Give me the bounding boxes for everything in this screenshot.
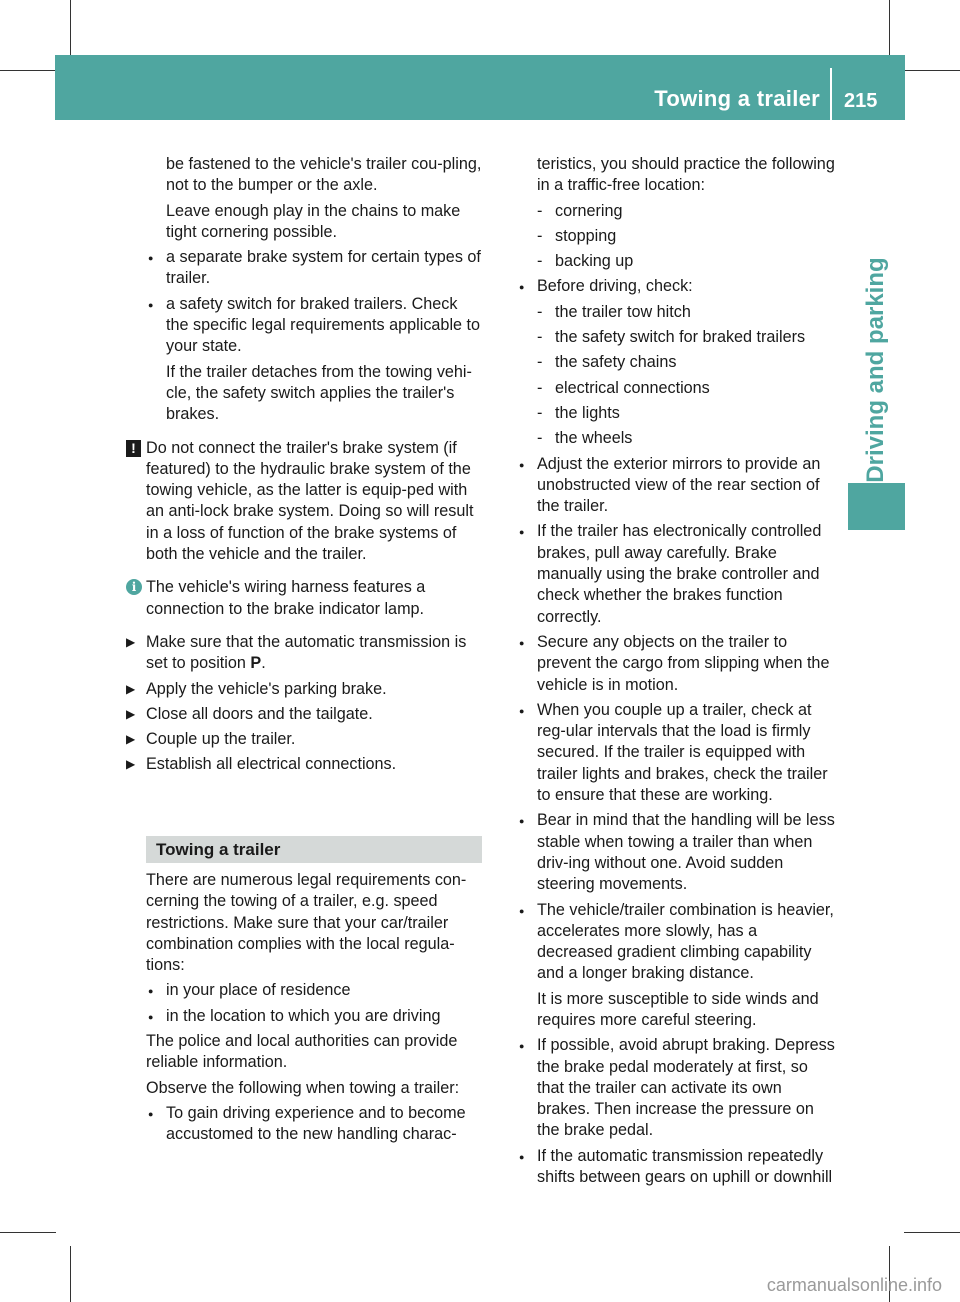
page-number: 215 [844, 90, 878, 112]
arrow-icon: ▶ [126, 634, 136, 649]
sub-list-text: the lights [555, 403, 620, 422]
arrow-icon: ▶ [126, 681, 136, 696]
crop-mark [904, 70, 960, 71]
list-item-note: If the trailer detaches from the towing vehi-cle, the safety switch applies the trailer's brakes. [166, 362, 472, 424]
dash-marker: - [537, 252, 543, 271]
crop-mark [0, 1232, 56, 1233]
info-note [126, 577, 482, 620]
instruction-step [126, 632, 482, 675]
list-item: ● Bear in mind that the handling will be less stable when towing a trailer than when driv-ing without one. Avoid sudden steering movements. [517, 810, 835, 895]
sub-list-item [537, 352, 835, 373]
list-item: ● To gain driving experience and to become accustomed to the new handling charac- [146, 1103, 482, 1146]
warning-text: Do not connect the trailer's brake system (if featured) to the hydraulic brake system of the towing vehicle, as the latter is equip-ped with an anti-lock brake system. Doing so will result in a loss of function of the brake systems of both the vehicle and the trailer. [146, 438, 474, 564]
crop-mark [904, 1232, 960, 1233]
step-text: Couple up the trailer. [146, 730, 296, 749]
dash-marker: - [537, 353, 543, 372]
left-column [126, 154, 482, 780]
sub-list-text: the safety switch for braked trailers [555, 328, 806, 347]
right-column [517, 154, 835, 1192]
dash-marker: - [537, 403, 543, 422]
sub-list [517, 302, 835, 450]
list-item: ● When you couple up a trailer, check at reg-ular intervals that the load is firmly secured. If the trailer is equipped with trailer lights and brakes, check the trailer to ensure that these are working. [517, 700, 835, 806]
sub-list-text: the wheels [555, 429, 633, 448]
list-item: ● Adjust the exterior mirrors to provide an unobstructed view of the rear section of the trailer. [517, 454, 835, 518]
sub-list-item [537, 226, 835, 247]
paragraph: Observe the following when towing a trailer: [146, 1078, 460, 1097]
sub-list-text: cornering [555, 201, 623, 220]
crop-mark [889, 0, 890, 56]
sub-list-item [537, 302, 835, 323]
sub-list [517, 201, 835, 273]
list-item: ● If the trailer has electronically controlled brakes, pull away carefully. Brake manually using the brake controller and check whether the brakes function correctly. [517, 521, 835, 627]
crop-mark [70, 0, 71, 56]
instruction-step [126, 754, 482, 775]
instruction-step [126, 679, 482, 700]
header-separator [830, 68, 832, 120]
step-text: Close all doors and the tailgate. [146, 704, 373, 723]
page-header-title: Towing a trailer [654, 86, 820, 111]
crop-mark [70, 1246, 71, 1302]
step-text: Apply the vehicle's parking brake. [146, 679, 387, 698]
crop-mark [0, 70, 56, 71]
warning-icon: ! [126, 440, 141, 457]
list-item: ● The vehicle/trailer combination is heavier, accelerates more slowly, has a decreased gradient climbing capability and a longer braking distance. [517, 900, 835, 985]
sub-list-item [537, 327, 835, 348]
section-heading [146, 836, 482, 863]
text-continuation: teristics, you should practice the following in a traffic-free location: [537, 155, 835, 195]
sub-list-text: stopping [555, 226, 617, 245]
dash-marker: - [537, 226, 543, 245]
warning-note [126, 438, 482, 566]
sub-list-item [537, 403, 835, 424]
arrow-icon: ▶ [126, 757, 136, 772]
instruction-step [126, 704, 482, 725]
step-text: Establish all electrical connections. [146, 755, 397, 774]
gear-position: P [250, 654, 262, 673]
arrow-icon: ▶ [126, 706, 136, 721]
section-body [146, 870, 482, 1150]
info-icon: i [126, 579, 142, 595]
list-item: ● a safety switch for braked trailers. Check the specific legal requirements applicable to your state. [146, 294, 482, 358]
sub-list-text: the safety chains [555, 353, 677, 372]
info-text: The vehicle's wiring harness features a connection to the brake indicator lamp. [146, 578, 426, 618]
paragraph: There are numerous legal requirements con-cerning the towing of a trailer, e.g. speed restrictions. Make sure that your car/trailer combination complies with the local regula-tions: [146, 871, 467, 975]
step-text: Make sure that the automatic transmission is set to position [146, 632, 467, 673]
sub-list-item [537, 201, 835, 222]
section-heading-text: Towing a trailer [156, 840, 281, 859]
sub-list-item [537, 251, 835, 272]
step-text-end: . [261, 654, 266, 673]
sub-list-text: electrical connections [555, 378, 710, 397]
list-item: ● in the location to which you are driving [146, 1006, 482, 1027]
dash-marker: - [537, 328, 543, 347]
list-item: ● If possible, avoid abrupt braking. Depress the brake pedal moderately at first, so that the trailer can activate its own brakes. Then increase the pressure on the brake pedal. [517, 1035, 835, 1141]
watermark: carmanualsonline.info [766, 1275, 942, 1295]
text-continuation: be fastened to the vehicle's trailer cou-pling, not to the bumper or the axle. [166, 155, 482, 195]
sub-list-item [537, 428, 835, 449]
dash-marker: - [537, 429, 543, 448]
chapter-tab-label: Driving and parking [862, 257, 889, 483]
list-item: ● a separate brake system for certain types of trailer. [146, 247, 482, 290]
list-item: ● Secure any objects on the trailer to prevent the cargo from slipping when the vehicle is in motion. [517, 632, 835, 696]
text-continuation: Leave enough play in the chains to make tight cornering possible. [166, 201, 461, 241]
dash-marker: - [537, 201, 543, 220]
chapter-tab-marker [848, 483, 905, 530]
arrow-icon: ▶ [126, 732, 136, 747]
list-item: ● If the automatic transmission repeatedly shifts between gears on uphill or downhill [517, 1146, 835, 1189]
list-item-note: It is more susceptible to side winds and requires more careful steering. [537, 989, 819, 1029]
sub-list-text: backing up [555, 252, 634, 271]
sub-list-item [537, 378, 835, 399]
dash-marker: - [537, 302, 543, 321]
list-item: ● in your place of residence [146, 980, 482, 1001]
list-item: ● Before driving, check: [517, 276, 835, 297]
dash-marker: - [537, 378, 543, 397]
sub-list-text: the trailer tow hitch [555, 302, 691, 321]
paragraph: The police and local authorities can provide reliable information. [146, 1032, 458, 1072]
instruction-step [126, 729, 482, 750]
